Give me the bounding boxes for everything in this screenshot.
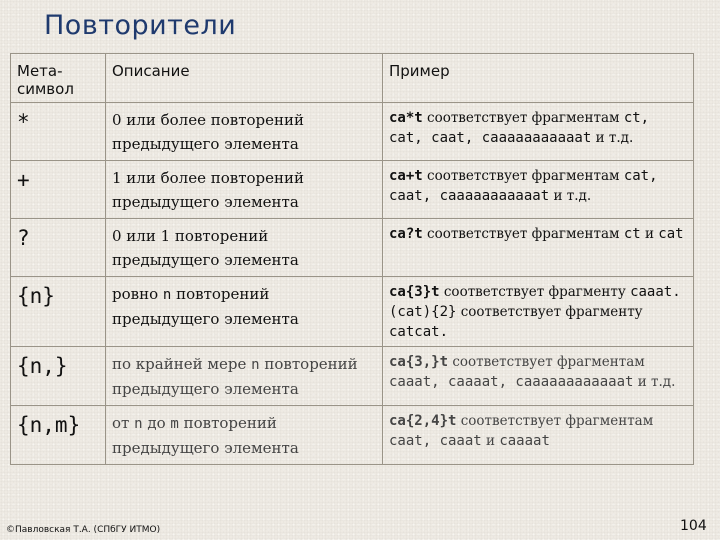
row-symbol: * <box>11 103 106 161</box>
description-post: повторений предыдущего элемента <box>112 355 358 398</box>
example-code: ca+t <box>389 168 423 184</box>
example-matches: ct, cat, caat, caaaaaaaaaaat <box>389 110 650 146</box>
example-text: соответствует фрагменту <box>460 304 643 320</box>
quantifiers-table <box>10 53 694 465</box>
example-text: соответствует фрагментам <box>460 413 654 429</box>
row-description <box>106 406 383 465</box>
example-and: и <box>644 226 654 242</box>
example-tail: и т.д. <box>595 130 634 146</box>
description-post: повторений предыдущего элемента <box>112 285 299 328</box>
page-number: 104 <box>680 518 707 534</box>
example-code: ca{3,}t <box>389 354 449 370</box>
table-row <box>11 347 694 406</box>
example-match: catcat. <box>389 324 449 340</box>
row-symbol: ? <box>11 219 106 277</box>
row-description: 1 или более повторений предыдущего элемента <box>106 161 383 219</box>
row-symbol: {n} <box>11 277 106 347</box>
description-mid: до <box>147 414 166 432</box>
description-var: n <box>162 287 172 303</box>
header-example: Пример <box>383 54 694 103</box>
table-row <box>11 219 694 277</box>
example-and: и <box>486 433 496 449</box>
example-text: соответствует фрагментам <box>427 226 620 242</box>
example-code: ca*t <box>389 110 423 126</box>
row-example <box>383 219 694 277</box>
row-description <box>106 277 383 347</box>
example-text: соответствует фрагментам <box>452 354 645 370</box>
example-matches: caat, caaat <box>389 433 482 449</box>
description-var: n <box>134 416 143 432</box>
example-text: соответствует фрагментам <box>427 168 620 184</box>
slide-title: Повторители <box>44 10 237 41</box>
row-example <box>383 103 694 161</box>
table-header-row <box>11 54 694 103</box>
example-matches: cat, caat, caaaaaaaaaaat <box>389 168 658 204</box>
example-code: ca?t <box>389 226 423 242</box>
row-symbol: + <box>11 161 106 219</box>
example-match: caaat. <box>630 284 681 300</box>
example-tail: и т.д. <box>637 374 676 390</box>
description-var: m <box>170 416 179 432</box>
description-post: повторений предыдущего элемента <box>112 414 299 457</box>
example-tail: и т.д. <box>553 188 592 204</box>
row-example <box>383 406 694 465</box>
row-description: 0 или более повторений предыдущего элемента <box>106 103 383 161</box>
example-matches: caaat, caaaat, caaaaaaaaaaaat <box>389 374 634 390</box>
example-code: (cat){2} <box>389 304 457 320</box>
row-example <box>383 277 694 347</box>
header-symbol: Мета-символ <box>11 54 106 103</box>
table-row <box>11 277 694 347</box>
description-pre: ровно <box>112 285 159 303</box>
footer-credit: ©Павловская Т.А. (СПбГУ ИТМО) <box>6 525 161 535</box>
row-description <box>106 347 383 406</box>
row-description: 0 или 1 повторений предыдущего элемента <box>106 219 383 277</box>
table-row <box>11 161 694 219</box>
header-description: Описание <box>106 54 383 103</box>
description-var: n <box>251 357 260 373</box>
example-code: ca{3}t <box>389 284 440 300</box>
row-example <box>383 161 694 219</box>
example-code: ca{2,4}t <box>389 413 457 429</box>
table-row <box>11 103 694 161</box>
row-symbol: {n,} <box>11 347 106 406</box>
row-symbol: {n,m} <box>11 406 106 465</box>
example-match: cat <box>658 226 684 242</box>
row-example <box>383 347 694 406</box>
example-match: ct <box>623 226 641 242</box>
example-text: соответствует фрагменту <box>443 284 626 300</box>
example-match: caaaat <box>499 433 550 449</box>
example-text: соответствует фрагментам <box>427 110 620 126</box>
description-pre: по крайней мере <box>112 355 247 373</box>
table-row <box>11 406 694 465</box>
description-pre: от <box>112 414 130 432</box>
